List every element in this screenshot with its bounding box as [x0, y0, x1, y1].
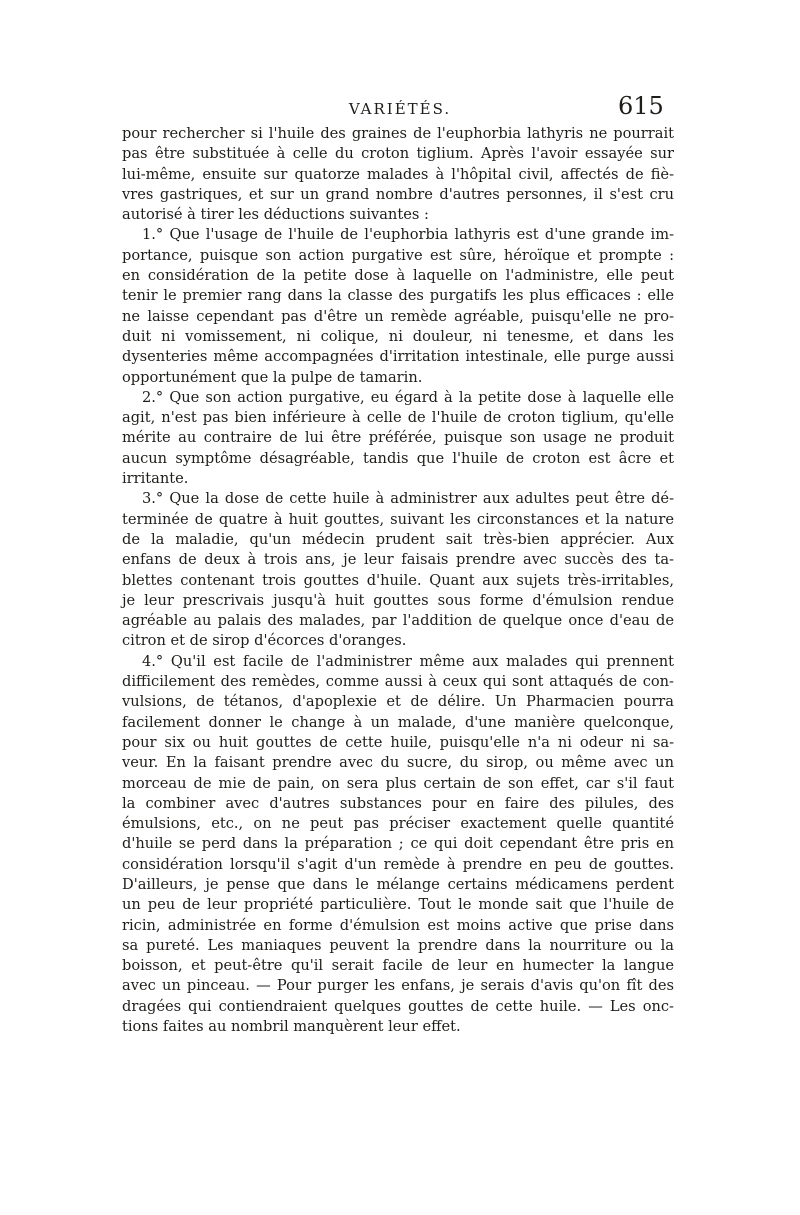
- text-line: duit ni vomissement, ni colique, ni douleur, ni tenesme, et dans les: [122, 327, 674, 345]
- text-line: pour rechercher si l'huile des graines de l'euphorbia lathyris ne pourrait: [122, 125, 674, 142]
- text-line: ricin, administrée en forme d'émulsion est moins active que prise dans: [122, 916, 674, 934]
- text-line: 4.° Qu'il est facile de l'administrer même aux malades qui prennent: [142, 652, 674, 670]
- text-line: pour six ou huit gouttes de cette huile, puisqu'elle n'a ni odeur ni sa-: [122, 733, 674, 751]
- text-line: sa pureté. Les maniaques peuvent la prendre dans la nourriture ou la: [122, 936, 674, 954]
- text-line: blettes contenant trois gouttes d'huile. Quant aux sujets très-irritables,: [122, 571, 674, 589]
- text-line: opportunément que la pulpe de tamarin.: [122, 368, 423, 386]
- text-line: agit, n'est pas bien inférieure à celle de l'huile de croton tiglium, qu'elle: [122, 409, 674, 427]
- body-text: [122, 124, 674, 1037]
- text-line: je leur prescrivais jusqu'à huit gouttes sous forme d'émulsion rendue: [122, 591, 674, 609]
- text-line: agréable au palais des malades, par l'addition de quelque once d'eau de: [122, 612, 674, 630]
- text-line: 1.° Que l'usage de l'huile de l'euphorbia lathyris est d'une grande im-: [142, 226, 674, 244]
- text-line: émulsions, etc., on ne peut pas préciser exactement quelle quantité: [122, 815, 674, 833]
- text-line: difficilement des remèdes, comme aussi à ceux qui sont attaqués de con-: [122, 673, 674, 691]
- text-line: vulsions, de tétanos, d'apoplexie et de délire. Un Pharmacien pourra: [122, 693, 674, 711]
- text-line: vres gastriques, et sur un grand nombre d'autres personnes, il s'est cru: [122, 185, 674, 203]
- text-line: d'huile se perd dans la préparation ; ce qui doit cependant être pris en: [122, 835, 674, 853]
- text-line: considération lorsqu'il s'agit d'un remède à prendre en peu de gouttes.: [122, 855, 674, 873]
- text-line: lui-même, ensuite sur quatorze malades à l'hôpital civil, affectés de fiè-: [122, 165, 674, 183]
- text-line: dysenteries même accompagnées d'irritation intestinale, elle purge aussi: [122, 348, 674, 366]
- text-line: terminée de quatre à huit gouttes, suivant les circonstances et la nature: [122, 510, 674, 528]
- text-line: boisson, et peut-être qu'il serait facile de leur en humecter la langue: [122, 957, 674, 975]
- text-line: irritante.: [122, 470, 189, 488]
- text-line: la combiner avec d'autres substances pour en faire des pilules, des: [122, 794, 674, 812]
- text-line: enfans de deux à trois ans, je leur faisais prendre avec succès des ta-: [122, 551, 674, 569]
- page-number: 615: [618, 92, 664, 120]
- text-line: de la maladie, qu'un médecin prudent sait très-bien apprécier. Aux: [122, 530, 674, 548]
- text-line: citron et de sirop d'écorces d'oranges.: [122, 632, 407, 650]
- text-line: 2.° Que son action purgative, eu égard à la petite dose à laquelle elle: [142, 388, 674, 406]
- text-line: tions faites au nombril manquèrent leur effet.: [122, 1018, 461, 1036]
- text-line: autorisé à tirer les déductions suivantes :: [122, 206, 429, 224]
- text-line: mérite au contraire de lui être préférée, puisque son usage ne produit: [122, 429, 674, 447]
- text-line: 3.° Que la dose de cette huile à administrer aux adultes peut être dé-: [142, 490, 674, 508]
- text-line: aucun symptôme désagréable, tandis que l'huile de croton est âcre et: [122, 449, 674, 467]
- text-line: tenir le premier rang dans la classe des purgatifs les plus efficaces : elle: [122, 287, 674, 305]
- text-line: en considération de la petite dose à laquelle on l'administre, elle peut: [122, 267, 674, 285]
- text-line: ne laisse cependant pas d'être un remède agréable, puisqu'elle ne pro-: [122, 307, 674, 325]
- text-line: avec un pinceau. — Pour purger les enfans, je serais d'avis qu'on fît des: [122, 977, 674, 995]
- text-line: pas être substituée à celle du croton tiglium. Après l'avoir essayée sur: [122, 145, 674, 163]
- text-line: facilement donner le change à un malade, d'une manière quelconque,: [122, 713, 674, 731]
- text-line: un peu de leur propriété particulière. Tout le monde sait que l'huile de: [122, 896, 674, 914]
- text-line: veur. En la faisant prendre avec du sucre, du sirop, ou même avec un: [122, 754, 674, 772]
- text-line: portance, puisque son action purgative est sûre, héroïque et prompte :: [122, 246, 674, 264]
- text-line: morceau de mie de pain, on sera plus certain de son effet, car s'il faut: [122, 774, 674, 792]
- text-line: D'ailleurs, je pense que dans le mélange certains médicamens perdent: [122, 875, 674, 893]
- running-header-title: VARIÉTÉS.: [348, 100, 452, 118]
- text-line: dragées qui contiendraient quelques gouttes de cette huile. — Les onc-: [122, 997, 674, 1015]
